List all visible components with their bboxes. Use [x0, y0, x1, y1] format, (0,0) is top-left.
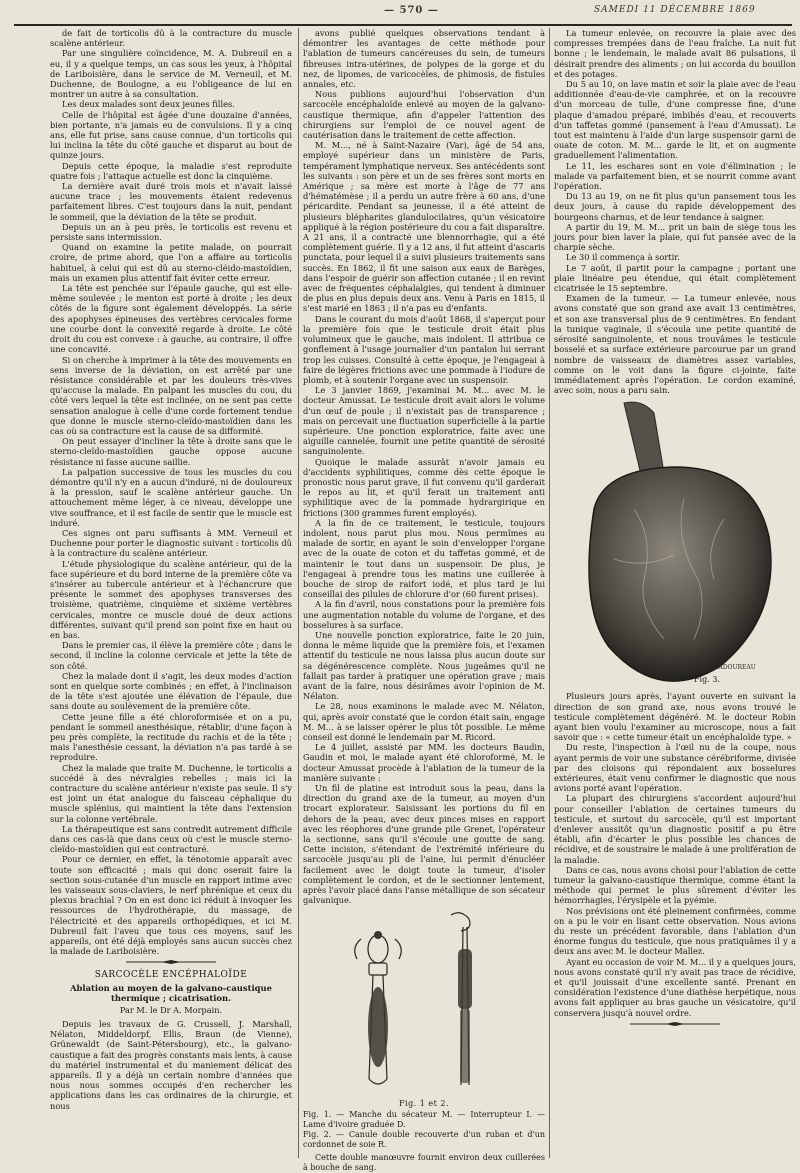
paragraph: Examen de la tumeur. — La tumeur enlevée, nous avons constaté que son grand axe avait 13 centimètres, et son axe transversal plus de 9 centimètres. En fendant la tunique vaginale, il s'écoula une petite quantité de sérosité sanguinolente, et nous trouvâmes le testicule bosselé et sa surface extérieure parcourue par un grand nombre de vaisseaux de diamètres assez variables, comme on le voit dans la figure ci-jointe, faite immédiatement après l'opération. Le cordon examiné, avec soin, nous a paru sain.	[554, 293, 796, 396]
figure-2-caption: Fig. 2. — Canule double recouverte d'un ruban et d'un cordonnet de soie R.	[303, 1129, 545, 1149]
paragraph: de fait de torticolis dû à la contracture du muscle scalène antérieur.	[50, 28, 292, 49]
paragraph: Plusieurs jours après, l'ayant ouverte en suivant la direction de son grand axe, nous avons trouvé le testicule complètement dégénéré. M. le docteur Robin ayant bien voulu l'examiner au microscope, nous a fait savoir que : « cette tumeur était un encéphaloïde type. »	[554, 691, 796, 743]
column-rule-1	[298, 28, 299, 1158]
column-1	[50, 28, 292, 1111]
header-date: SAMEDI 11 DÉCEMBRE 1869	[594, 5, 756, 15]
paragraph: Le 7 août, il partit pour la campagne ; portant une plaie linéaire peu étendue, qui était complètement cicatrisée le 15 septembre.	[554, 262, 796, 294]
paragraph: Dans ce cas, nous avons choisi pour l'ablation de cette tumeur la galvano-caustique thermique, comme étant la méthode qui permet le plus sûrement d'éviter les hémorrhagies, l'érysipèle et la pyémie.	[554, 864, 796, 906]
paragraph: avons publié quelques observations tendant à démontrer les avantages de cette méthode pour l'ablation de tumeurs cancéreuses du sein, de tumeurs fibreuses intra-utérines, de polypes de la gorge et du nez, de lipomes, de varicocèles, de phimosis, de fistules annales, etc.	[303, 28, 545, 90]
paragraph: Le 4 juillet, assisté par MM. les docteurs Baudin, Gaudin et moi, le malade ayant été chloroformé, M. le docteur Amussat procède à l'ablation de la tumeur de la manière suivante :	[303, 742, 545, 783]
paragraph: Le 3 janvier 1869, j'examinai M. M... avec M. le docteur Amussat. Le testicule droit avait alors le volume d'un œuf de poule ; il n'existait pas de transparence ; mais on percevait une fluctuation superficielle à la partie supérieure. Une ponction exploratrice, faite avec une aiguille cannelée, fournit une petite quantité de sérosité sanguinolente.	[303, 385, 545, 457]
paragraph: Le 30 il commença à sortir.	[566, 252, 680, 263]
paragraph: La tête est penchée sur l'épaule gauche, qui est elle-même soulevée ; le menton est porté à droite ; les deux côtés de la figure sont également développés. La série des apophyses épineuses des vertèbres cervicales forme une courbe dont la convexité regarde à droite. Le côté droit du cou est convexe : à gauche, au contraire, il offre une concavité.	[50, 283, 292, 355]
paragraph: Quand on examine la petite malade, on pourrait croire, de prime abord, que l'on a affaire au torticolis habituel, à celui qui est dû au sterno-cléido-mastoïdien, mais un examen plus attentif fait éviter cette erreur.	[50, 242, 292, 283]
ornament-rule	[126, 960, 216, 964]
paragraph: M. M..., né à Saint-Nazaire (Var), âgé de 54 ans, employé supérieur dans un ministère de Paris, tempérament lymphatique nerveux. Ses antécédents sont les suivants : son père et un de ses frères sont morts en Amérique ; sa mère est morte à l'âge de 77 ans d'hématémèse ; il a perdu un autre frère à 60 ans, d'une péricardite. Pendant sa jeunesse, il a été atteint de plusieurs blépharites glandulocilaires, qu'un vésicatoire appliqué à la région postérieure du cou a fait disparaître. A 21 ans, il a contracté une blennorrhagie, qui a été complètement guérie. Il y a 12 ans, il fut atteint d'ascaris punctata, pour lequel il a suivi plusieurs traitements sans succès. En 1862, il fit une saison aux eaux de Barèges, dans l'espoir de guérir son affection cutanée ; il en revint avec de fréquentes céphalalgies, qui tendent à diminuer de plus en plus depuis deux ans. Venu à Paris en 1815, il s'est marié en 1863 ; il n'a pas eu d'enfants.	[303, 140, 545, 314]
article-byline: Par M. le Dr A. Morpain.	[119, 1004, 223, 1015]
paragraph: Les deux malades sont deux jeunes filles.	[62, 99, 235, 110]
paragraph: Une nouvelle ponction exploratrice, faite le 20 juin, donna le même liquide que la première fois, et l'examen attentif du testicule ne nous laissa plus aucun doute sur sa dégénérescence complète. Nous jugeâmes qu'il ne fallait pas tarder à pratiquer une opération grave ; mais avant de la faire, nous désirâmes avoir l'opinion de M. Nélaton.	[303, 629, 545, 702]
figure-note: Cette double manœuvre fournit environ deux cuillerées à bouche de sang.	[303, 1152, 545, 1172]
paragraph: Dans le premier cas, il élève la première côte ; dans le second, il incline la colonne cervicale et jette la tête de son côté.	[50, 640, 292, 671]
article-subtitle: Ablation au moyen de la galvano-caustique thermique ; cicatrisation.	[70, 982, 272, 1003]
paragraph: Celle de l'hôpital est âgée d'une douzaine d'années, bien portante, n'a jamais eu de convulsions. Il y a cinq ans, elle fut prise, sans cause connue, d'un torticolis qui lui inclina la tête du côté gauche et disparut au bout de quinze jours.	[50, 109, 292, 161]
article-intro	[50, 1019, 292, 1111]
column-3-text-after	[554, 691, 796, 1018]
paragraph: La tumeur enlevée, on recouvre la plaie avec des compresses trempées dans de l'eau fraîche. La nuit fut bonne ; le lendemain, le malade avait 86 pulsations, il désirait prendre des aliments ; on lui accorda du bouillon et des potages.	[554, 28, 796, 79]
paragraph: La plupart des chirurgiens s'accordent aujourd'hui pour conseiller l'ablation de certaines tumeurs du testicule, et surtout du sarcocèle, qu'il est important d'enlever aussitôt qu'un diagnostic positif a pu être établi, afin d'écarter le plus possible les chances de récidive, et de soustraire le malade à une prolifération de la maladie.	[554, 793, 796, 865]
paragraph: La thérapeutique est sans contredit autrement difficile dans ces cas-là que dans ceux où c'est le muscle sterno-cleïdo-mastoïdien qui est contracturé.	[50, 823, 292, 855]
paragraph: Le 11, les eschares sont en voie d'élimination ; le malade va parfaitement bien, et se nourrit comme avant l'opération.	[554, 160, 796, 192]
paragraph: Ces signes ont paru suffisants à MM. Verneuil et Duchenne pour porter le diagnostic suivant : torticolis dû à la contracture du scalène antérieur.	[50, 527, 292, 559]
paragraph: La dernière avait duré trois mois et n'avait laissé aucune trace ; les mouvements étaient redevenus parfaitement libres. C'est toujours dans la nuit, pendant le sommeil, que la déviation de la tête se produit.	[50, 181, 292, 222]
paragraph: Du 13 au 19, on ne fit plus qu'un pansement tous les deux jours, à cause du rapide développement des bourgeons charnus, et de leur tendance à saigner.	[554, 191, 796, 222]
figure-1-2	[303, 909, 545, 1099]
column-3-text	[554, 28, 796, 395]
paragraph: Depuis cette époque, la maladie s'est reproduite quatre fois ; l'attaque actuelle est donc la cinquième.	[50, 160, 292, 181]
column-rule-2	[549, 28, 550, 1158]
paragraph: Si on cherche à imprimer à la tête des mouvements en sens inverse de la déviation, on est arrêté par une résistance considérable et par les douleurs très-vives qu'accuse la malade. En palpant les muscles du cou, du côté vers lequel la tête est inclinée, on ne sent pas cette sensation analogue à celle d'une corde fortement tendue que donne le muscle sterno-cleïdo-mastoïdien dans les cas où sa contracture est la cause de sa difformité.	[50, 354, 292, 436]
paragraph: Ayant eu occasion de voir M. M... il y a quelques jours, nous avons constaté qu'il n'y avait pas trace de récidive, et qu'il jouissait d'une excellente santé. Prenant en considération l'existence d'une diathèse herpétique, nous avons fait appliquer au bras gauche un vésicatoire, qu'il conservera jusqu'à nouvel ordre.	[554, 956, 796, 1018]
paragraph: Nous publions aujourd'hui l'observation d'un sarcocèle encéphaloïde enlevé au moyen de la galvano-caustique thermique, afin d'appeler l'attention des chirurgiens sur l'emploi de ce nouvel agent de cautérisation dans le traitement de cette affection.	[303, 89, 545, 141]
paragraph: Cette jeune fille a été chloroformisée et on a pu, pendant le sommeil anesthésique, rétablir, d'une façon à peu près complète, la rectitude du rachis et de la tête ; mais l'anesthésie cessant, la déviation n'a pas tardé à se reproduire.	[50, 711, 292, 763]
paragraph: Le 28, nous examinons le malade avec M. Nélaton, qui, après avoir constaté que le cordon était sain, engage M. M... à se laisser opérer le plus tôt possible. Le même conseil est donné le lendemain par M. Ricord.	[303, 701, 545, 743]
figure-3-label: Fig. 3.	[694, 675, 720, 685]
paragraph: Chez la malade dont il s'agit, les deux modes d'action sont en quelque sorte combinés ; en effet, à l'inclinaison de la tête s'est ajoutée une élévation de l'épaule, due sans doute au soulèvement de la première côte.	[50, 670, 292, 712]
paragraph: Depuis les travaux de G. Crussell, J. Marshall, Nélaton, Middeldorpf, Ellis, Braun (de Vienne), Grünewaldt (de Saint-Pétersbourg), etc., la galvano-caustique a fait des progrès constants mais lents, à cause du matériel instrumental et du maniement délicat des appareils. Il y a déjà un certain nombre d'années que nous nous sommes occupés d'en rechercher les applications dans les cas ordinaires de la chirurgie, et nous	[50, 1018, 292, 1111]
tumor-illustration	[554, 399, 796, 691]
paragraph: Dans le courant du mois d'août 1868, il s'aperçut pour la première fois que le testicule droit était plus volumineux que le gauche, mais indolent. Il attribua ce gonflement à l'usage journalier d'un pantalon lui serrant trop les cuisses. Consulté à cette époque, je l'engageai à faire de légères frictions avec une pommade à l'iodure de plomb, et à soutenir l'organe avec un suspensoir.	[303, 313, 545, 385]
engraver-signature: BADOUREAU	[714, 664, 756, 672]
paragraph: Par une singulière coïncidence, M. A. Dubreuil en a eu, il y a quelque temps, un cas sous les yeux, à l'hôpital de Lariboisière, dans le service de M. Verneuil, et M. Duchenne, de Boulogne, a eu l'obligeance de lui en montrer un autre à sa consultation.	[50, 48, 292, 100]
page-number: — 570 —	[384, 5, 439, 16]
paragraph: A la fin de ce traitement, le testicule, toujours indolent, nous parut plus mou. Nous permîmes au malade de sortir, en ayant le soin d'envelopper l'organe avec de la ouate de coton et du taffetas gommé, et de maintenir le tout dans un suspensoir. De plus, je l'engageai à prendre tous les matins une cuillerée à bouche de sirop de raifort iodé, et plus tard je lui conseillai des pilules de chlorure d'or (60 furent prises).	[303, 517, 545, 600]
figure-1-caption: Fig. 1. — Manche du sécateur M. — Interrupteur I. — Lame d'ivoire graduée D.	[303, 1109, 545, 1129]
paragraph: Du reste, l'inspection à l'œil nu de la coupe, nous ayant permis de voir une substance cérébriforme, divisée par des cloisons qui répondaient aux bosselures extérieures, était venu confirmer le diagnostic que nous avions porté avant l'opération.	[554, 742, 796, 794]
paragraph: Nos prévisions ont été pleinement confirmées, comme on a pu le voir en lisant cette observation. Nous avions du reste un précédent favorable, dans l'ablation d'un énorme fungus du testicule, que nous pratiquâmes il y a deux ans avec M. le docteur Mallez.	[554, 905, 796, 957]
paragraph: On peut essayer d'incliner la tête à droite sans que le sterno-cleïdo-mastoïdien gauche oppose aucune résistance ni fasse aucune saillie.	[50, 436, 292, 467]
column-3	[554, 28, 796, 1030]
paragraph: A partir du 19, M. M... prit un bain de siège tous les jours pour bien laver la plaie, qui fut pansée avec de la charpie sèche.	[554, 221, 796, 253]
paragraph: Pour ce dernier, en effet, la ténotomie apparaît avec toute son efficacité ; mais qui donc oserait faire la section sous-cutanée d'un muscle en rapport intime avec les vaisseaux sous-claviers, le nerf phrénique et ceux du plexus brachial ? On en est donc ici réduit à invoquer les ressources de l'hydrothérapie, du massage, de l'électricité et des appareils orthopédiques, et ici M. Dubreuil fait l'aveu que tous ces moyens, sauf les appareils, ont été déjà employés sans aucun succès chez la malade de Lariboisière.	[50, 854, 292, 957]
galvanic-cutter-illustration	[303, 909, 545, 1099]
column-2	[303, 28, 545, 1173]
column-2-text	[303, 28, 545, 905]
paragraph: La palpation successive de tous les muscles du cou démontre qu'il n'y en a aucun d'induré, ni de douloureux à la pression, sauf le scalène antérieur gauche. Un attouchement même léger, à ce niveau, développe une vive souffrance, et il est facile de sentir que le muscle est induré.	[50, 466, 292, 528]
paragraph: Depuis un an à peu près, le torticolis est revenu et persiste sans intermission.	[50, 221, 292, 243]
article-title: SARCOCÈLE ENCÉPHALOÏDE	[94, 970, 248, 981]
paragraph: Un fil de platine est introduit sous la peau, dans la direction du grand axe de la tumeur, au moyen d'un trocart explorateur. Saisissant les portions du fil en dehors de la peau, avec deux pinces mises en rapport avec les réophores d'une grande pile Grenet, l'opérateur la sectionne, sans qu'il s'écoule une goutte de sang. Cette incision, s'étendant de l'extrémité inférieure du sarcocèle jusqu'au pli de l'aine, lui permit d'énucléer facilement avec le doigt toute la tumeur, d'isoler complètement le cordon, et de le sectionner lentement, après l'avoir placé dans l'anse métallique de son sécateur galvanique.	[303, 783, 545, 906]
page-header	[14, 2, 792, 26]
ornament-rule-end	[630, 1022, 720, 1026]
paragraph: L'étude physiologique du scalène antérieur, qui de la face supérieure et du bord interne de la première côte va s'insérer au tubercule antérieur et à l'échancrure que présente le sommet des apophyses transverses des troisième, quatrième, cinquième et sixième vertèbres cervicales, montre ce muscle doué de deux actions différentes, suivant qu'il prend son point fixe en haut ou en bas.	[50, 558, 292, 640]
paragraph: Quoique le malade assurât n'avoir jamais eu d'accidents syphilitiques, comme dès cette époque le pronostic nous parut grave, il fut convenu qu'il garderait le repos au lit, et qu'il ferait un traitement anti syphilitique avec de la pommade hydrargirique en frictions (300 grammes furent employés).	[303, 456, 545, 518]
paragraph: A la fin d'avril, nous constations pour la première fois une augmentation notable du volume de l'organe, et des bosselures à sa surface.	[303, 599, 545, 630]
paragraph: Du 5 au 10, on lave matin et soir la plaie avec de l'eau additionnée d'eau-de-vie camphrée, et on la recouvre d'un morceau de tulle, d'une compresse fine, d'une plaque d'amadou préparé, imbibés d'eau, et recouverts d'un taffetas gommé (pansement à l'eau d'Amussat). Le tout est maintenu à l'aide d'un large suspensoir garni de ouate de coton. M. M... garde le lit, et on augmente graduellement l'alimentation.	[554, 79, 796, 161]
figure-1-2-title: Fig. 1 et 2.	[398, 1099, 450, 1109]
paragraph: Chez la malade que traite M. Duchenne, le torticolis a succédé à des névralgies rebelles ; mais ici la contracture du scalène antérieur n'existe pas seule. Il s'y est joint un état analogue du faisceau céphalique du muscle splénius, qui maintient la tête dans l'extension sur la colonne vertébrale.	[50, 762, 292, 824]
figure-3	[554, 399, 796, 691]
column-1-text	[50, 28, 292, 956]
